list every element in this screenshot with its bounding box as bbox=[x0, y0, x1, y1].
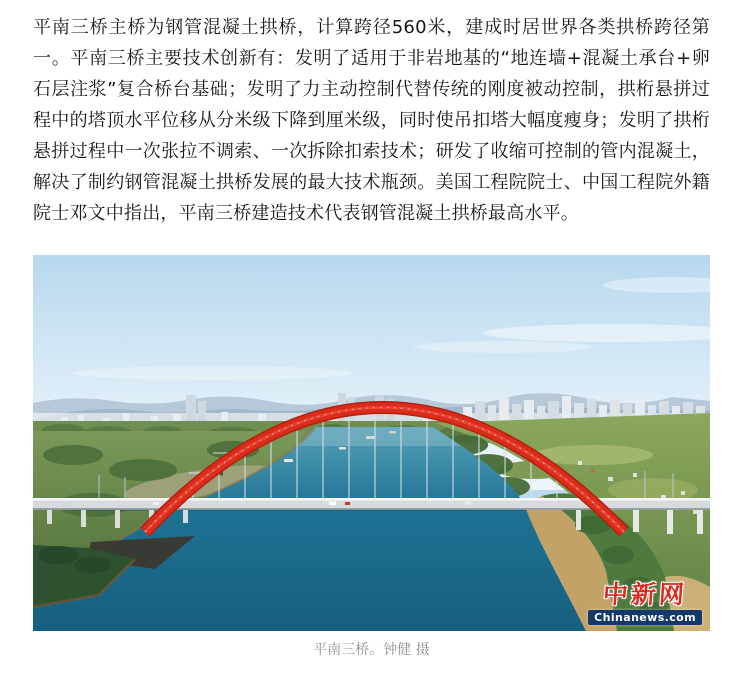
bridge-photo bbox=[33, 255, 710, 631]
chinanews-logo-en: Chinanews.com bbox=[588, 610, 702, 625]
photo-caption: 平南三桥。钟健 摄 bbox=[313, 642, 430, 658]
article-paragraph: 平南三桥主桥为钢管混凝土拱桥，计算跨径560米，建成时居世界各类拱桥跨径第一。平南三桥主要技术创新有：发明了适用于非岩地基的“地连墙+混凝土承台+卵石层注浆”复合桥台基础；发明了力主动控制代替传统的刚度被动控制，拱桁悬拼过程中的塔顶水平位移从分米级下降到厘米级，同时使吊扣塔大幅度瘦身；发明了拱桁悬拼过程中一次张拉不调索、一次拆除扣索技术；研发了收缩可控制的管内混凝土，解决了制约钢管混凝土拱桥发展的最大技术瓶颈。美国工程院院士、中国工程院外籍院士邓文中指出，平南三桥建造技术代表钢管混凝土拱桥最高水平。 bbox=[33, 17, 710, 224]
chinanews-watermark bbox=[588, 582, 702, 625]
bridge-photo-figure bbox=[33, 255, 710, 659]
river-upstream bbox=[296, 427, 461, 446]
bridge-photo-scene bbox=[33, 255, 710, 631]
article bbox=[0, 12, 741, 659]
chinanews-logo-cn: 中新网 bbox=[602, 580, 689, 609]
